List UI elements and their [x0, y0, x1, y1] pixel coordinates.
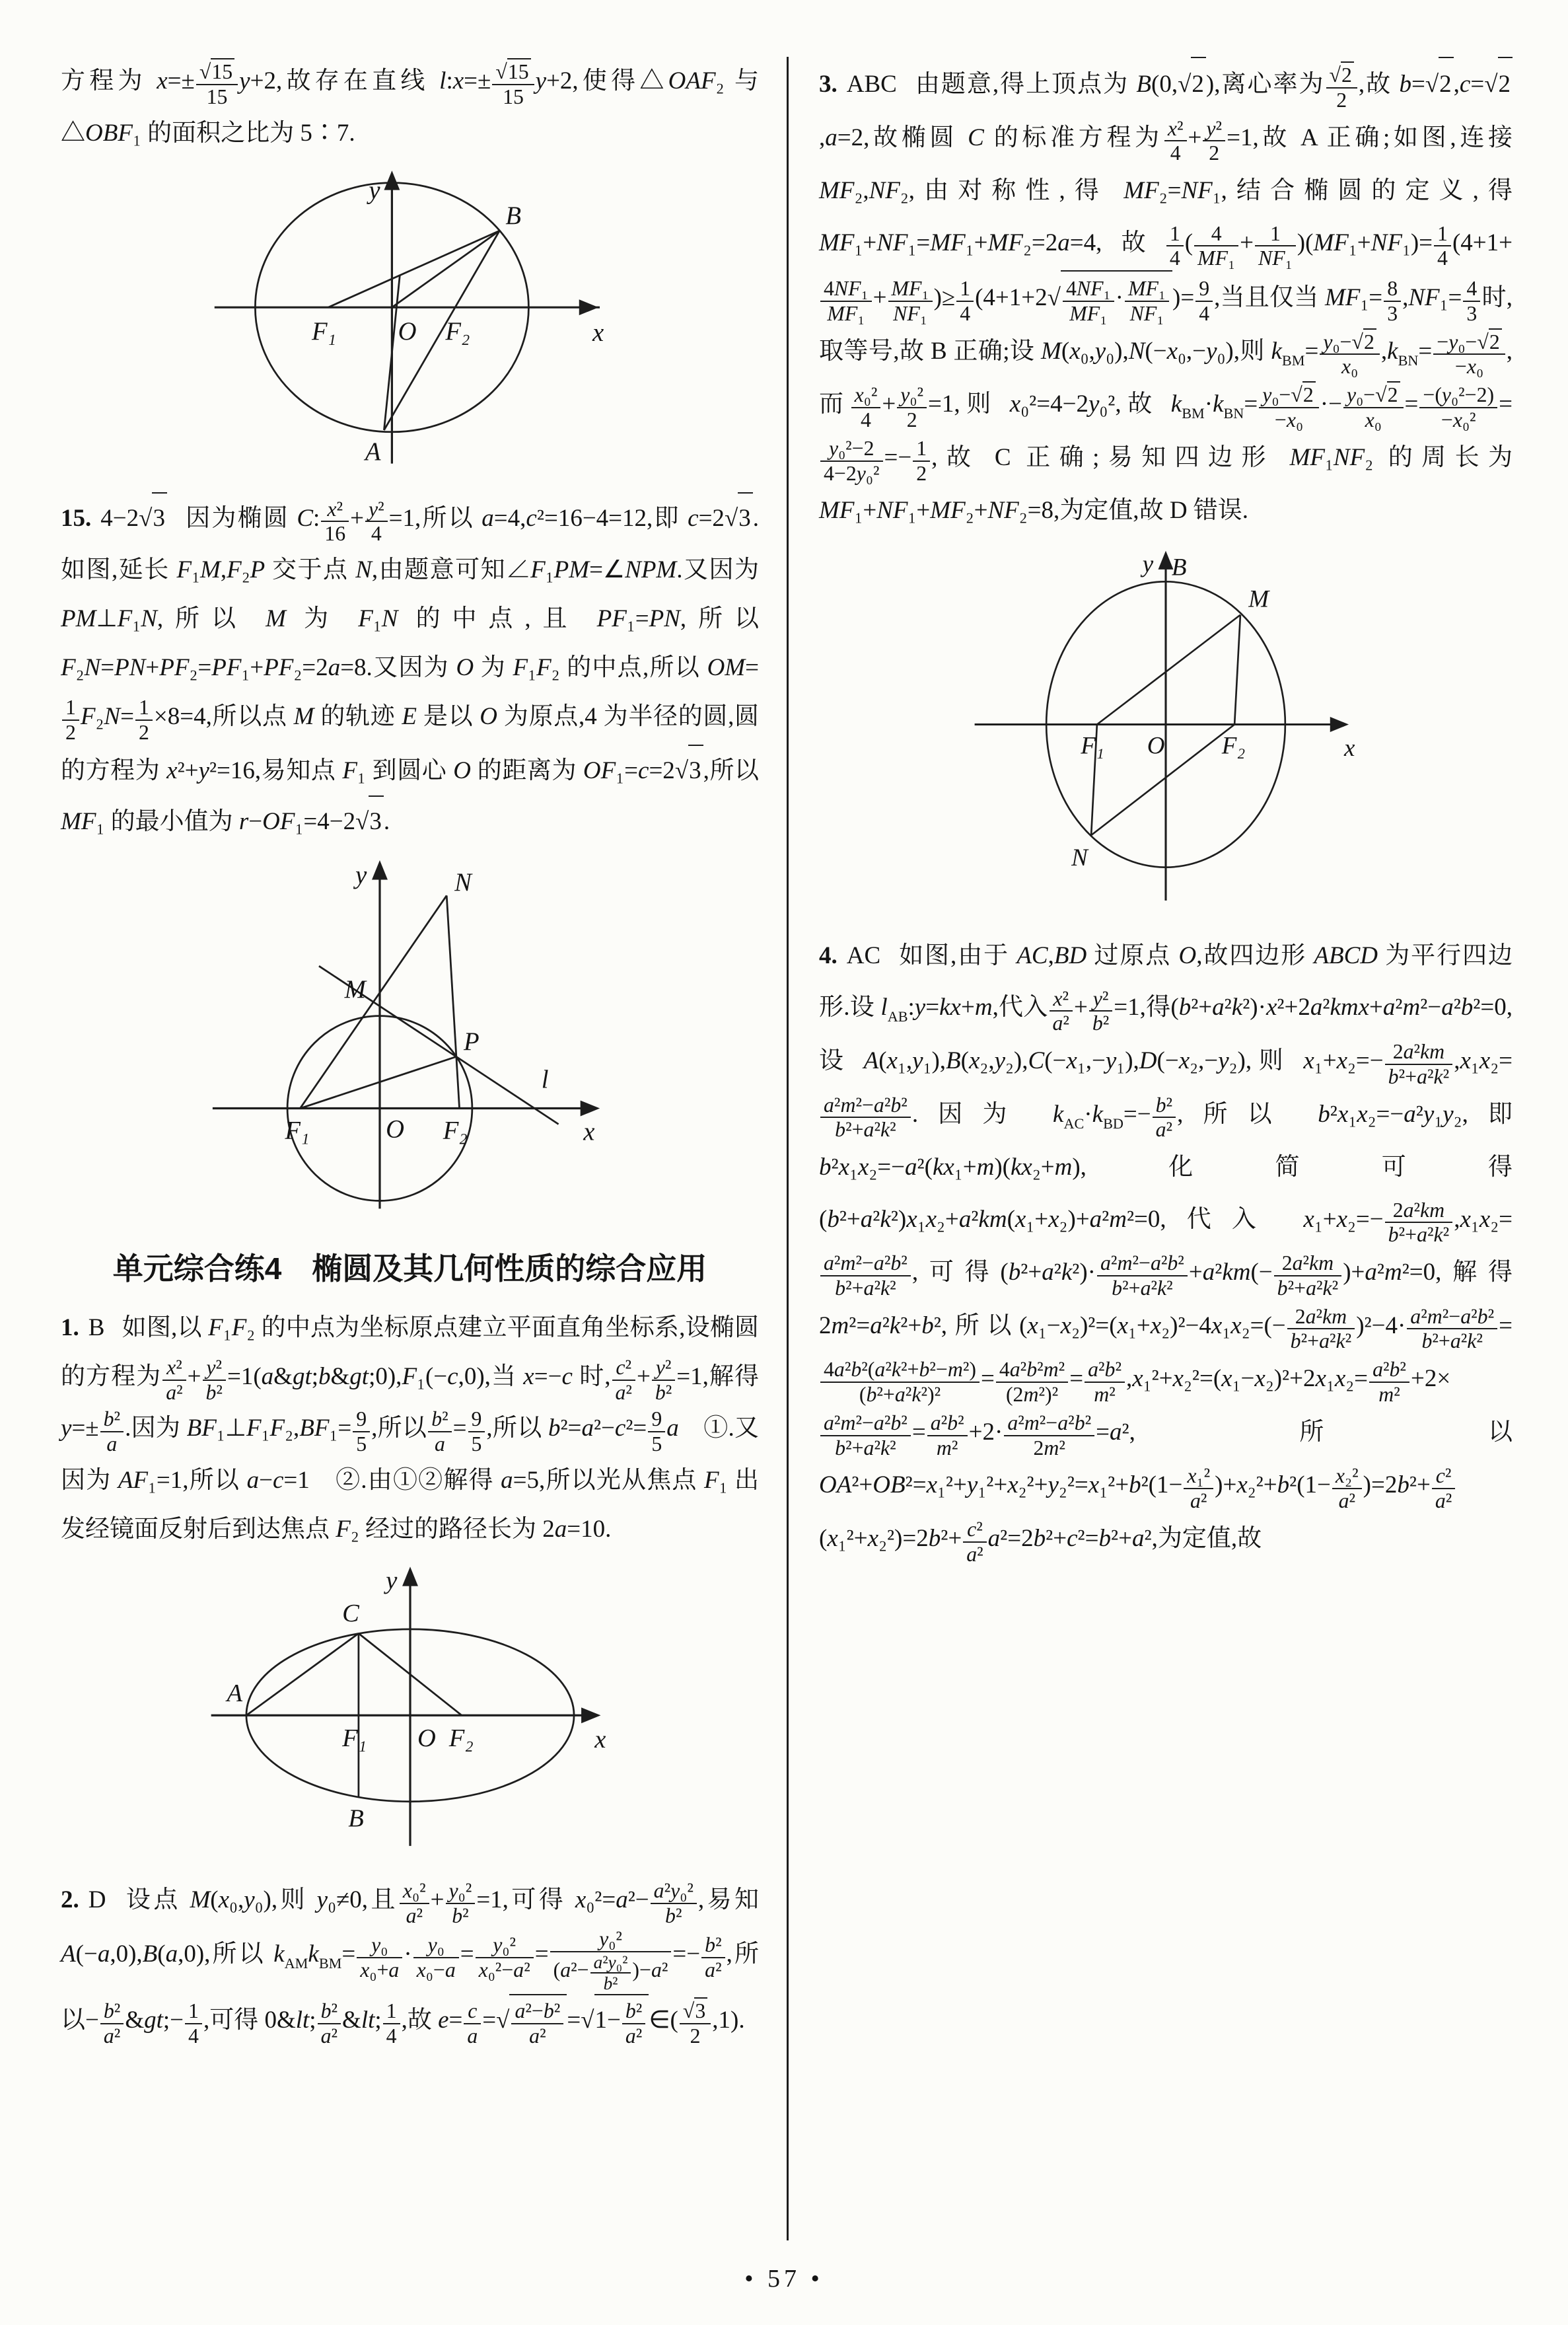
solution-1-text: 如图,以 F₁F₂ 的中点为坐标原点建立平面直角坐标系,设椭圆的方程为 $\frac{\text{x²}}{\text{a²}}$ + $\frac{\text{y²}}{\text{b²}}$ =1(a&gt;b&gt;0),F₁(−c,0),当 x=−c 时, $\frac{\text{c²}}{\text{a²}}$ + $\frac{\text{y²}}{\text{b²}}$ =1,解得 y=± $\frac{\text{b²}}{a}$ .因为 BF₁⊥F₁F₂,BF₁= $\frac{9}{5}$ ,所以 $\frac{\text{b²}}{a}$ = $\frac{9}{5}$ ,所以 b²=a²−c²= $\frac{9}{5}$ a ①.又因为 AF₁=1,所以 a−c=1 ②.由①②解得 a=5,所以光从焦点 F₁ 出发经镜面反射后到达焦点 F₂ 经过的路径长为 2a=10.	[61, 1313, 760, 1543]
point-label-O: O	[417, 1724, 436, 1752]
solution-3	[819, 57, 1513, 537]
point-label-P: P	[463, 1027, 480, 1056]
segment-F1P	[300, 1056, 456, 1108]
problem-number: 1.	[61, 1313, 79, 1341]
y-axis-label: y	[1142, 550, 1154, 577]
solution-2	[61, 1876, 759, 2048]
answer-value: 4−2√3	[100, 505, 167, 532]
point-label-O: O	[398, 317, 417, 346]
point-label-O: O	[385, 1115, 404, 1144]
line-label-l: l	[541, 1065, 549, 1093]
y-axis-arrow	[384, 170, 400, 190]
page-footer	[0, 2264, 1568, 2293]
y-axis-label: y	[355, 861, 367, 889]
solution-1	[61, 1304, 759, 1554]
y-axis-label: y	[385, 1566, 397, 1594]
answer-value: AC	[846, 942, 881, 970]
problem-number: 4.	[819, 942, 837, 970]
segment-F1B	[328, 231, 499, 307]
page-number: 57	[767, 2265, 801, 2293]
y-axis-label: y	[368, 176, 380, 205]
point-label-F2: F₂	[1221, 732, 1246, 760]
y-axis-arrow	[402, 1567, 418, 1586]
problem-number: 15.	[61, 504, 92, 532]
segment-AC	[246, 1633, 358, 1715]
x-axis-label: x	[583, 1117, 594, 1146]
solution-4	[819, 930, 1513, 1566]
x-axis-label: x	[592, 318, 604, 347]
unit-heading: 单元综合练4 椭圆及其几何性质的综合应用	[112, 1251, 707, 1286]
ellipse-figure-1	[203, 165, 617, 468]
answer-value: D	[88, 1886, 106, 1913]
footer-dot-right: •	[810, 2265, 824, 2293]
solution-2-text: 设点 M(x₀,y₀),则 y₀≠0,且 $\frac{\text{x₀²}}{\text{a²}}$ + $\frac{\text{y₀²}}{\text{b²}}$ =1,可得 x₀²=a²− $\frac{\text{a²y₀²}}{\text{b²}}$ ,易知 A(−a,0),B(a,0),所以 $k_{AM}k_{BM}=$ $\frac{\text{y₀}}{\text{x₀+a}}$ · $\frac{\text{y₀}}{\text{x₀−a}}$ = $\frac{\text{y₀²}}{\text{x₀²−a²}}$ = y₀² (a²− $\frac{\text{a²y₀²}}{\text{b²}}$ )−a² =− $\frac{\text{b²}}{\text{a²}}$ ,所以− $\frac{\text{b²}}{\text{a²}}$ &gt;− $\frac{1}{4}$ ,可得 0&lt; $\frac{\text{b²}}{\text{a²}}$ &lt; $\frac{1}{4}$ ,故 e= $\frac{c}{a}$ =√ $\frac{\text{a²−b²}}{\text{a²}}$ =√1− $\frac{\text{b²}}{\text{a²}}$ ∈( $\frac{√3}{2}$ ,1).	[61, 1878, 759, 2048]
solution-4-text: 如图,由于 AC,BD 过原点 O,故四边形 ABCD 为平行四边形.设 $l_{AB}:y=kx+m$,代入 $\frac{\text{x²}}{\text{a²}}$ + $\frac{\text{y²}}{\text{b²}}$ =1,得(b²+a²k²)·x²+2a²kmx+a²m²−a²b²=0,设 A(x₁,y₁),B(x₂,y₂),C(−x₁,−y₁),D(−x₂,−y₂),则 x₁+x₂=− $\frac{\text{2a²km}}{\text{b²+a²k²}}$ ,x₁x₂= $\frac{\text{a²m²−a²b²}}{\text{b²+a²k²}}$ .因为 $k_{AC}\cdot k_{BD}=-$ $\frac{\text{b²}}{\text{a²}}$ ,所以 b²x₁x₂=−a²y₁y₂,即 b²x₁x₂=−a²(kx₁+m)(kx₂+m),化简可得(b²+a²k²)x₁x₂+a²km(x₁+x₂)+a²m²=0,代入 x₁+x₂=− $\frac{\text{2a²km}}{\text{b²+a²k²}}$ ,x₁x₂= $\frac{\text{a²m²−a²b²}}{\text{b²+a²k²}}$ ,可得(b²+a²k²)· $\frac{\text{a²m²−a²b²}}{\text{b²+a²k²}}$ +a²km(− $\frac{\text{2a²km}}{\text{b²+a²k²}}$ )+a²m²=0,解得 2m²=a²k²+b²,所以(x₁−x₂)²=(x₁+x₂)²−4x₁x₂=(− $\frac{\text{2a²km}}{\text{b²+a²k²}}$ )²−4· $\frac{\text{a²m²−a²b²}}{\text{b²+a²k²}}$ = $\frac{\text{4a²b²(a²k²+b²−m²)}}{\text{(b²+a²k²)²}}$ = $\frac{\text{4a²b²m²}}{\text{(2m²)²}}$ = $\frac{\text{a²b²}}{\text{m²}}$ ,x₁²+x₂²=(x₁−x₂)²+2x₁x₂= $\frac{\text{a²b²}}{\text{m²}}$ +2× $\frac{\text{a²m²−a²b²}}{\text{b²+a²k²}}$ = $\frac{\text{a²b²}}{\text{m²}}$ +2· $\frac{\text{a²m²−a²b²}}{\text{2m²}}$ =a²,所以 OA²+OB²=x₁²+y₁²+x₂²+y₂²=x₁²+b²(1− $\frac{\text{x₁²}}{\text{a²}}$ )+x₂²+b²(1− $\frac{\text{x₂²}}{\text{a²}}$ )=2b²+ $\frac{\text{c²}}{\text{a²}}$ (x₁²+x₂²)=2b²+ $\frac{\text{c²}}{\text{a²}}$ a²=2b²+c²=b²+a²,为定值,故	[819, 942, 1513, 1566]
point-label-B: B	[1171, 554, 1187, 581]
point-label-M: M	[1248, 585, 1269, 612]
point-label-F2: F₂	[443, 1117, 468, 1145]
solution-3-text: 由题意,得上顶点为 B(0,√2),离心率为 $\frac{√2}{2}$ ,故 b=√2,c=√2,a=2,故椭圆 C 的标准方程为 $\frac{\text{x²}}{4}$ + $\frac{\text{y²}}{2}$ =1,故 A 正确;如图,连接 MF₂,NF₂,由对称性,得 MF₂=NF₁,结合椭圆的定义,得 MF₁+NF₁=MF₁+MF₂=2a=4,故 $\frac{1}{4}$ ( $\frac{4}{\text{MF₁}}$ + $\frac{1}{\text{NF₁}}$ )(MF₁+NF₁)= $\frac{1}{4}$ (4+1+ $\frac{\text{4NF₁}}{\text{MF₁}}$ + $\frac{\text{MF₁}}{\text{NF₁}}$ )≥ $\frac{1}{4}$ (4+1+2√ $\frac{\text{4NF₁}}{\text{MF₁}}$ · $\frac{\text{MF₁}}{\text{NF₁}}$ )= $\frac{9}{4}$ ,当且仅当 MF₁= $\frac{8}{3}$ ,NF₁= $\frac{4}{3}$ 时,取等号,故 B 正确;设 M(x₀,y₀),N(−x₀,−y₀),则 $k_{BM}=$ $\frac{\text{y₀−√2}}{\text{x₀}}$ $,k_{BN}=$ $\frac{\text{−y₀−√2}}{\text{−x₀}}$ ,而 $\frac{\text{x₀²}}{4}$ + $\frac{\text{y₀²}}{2}$ =1,则 x₀²=4−2y₀²,故 $k_{BM}\cdot k_{BN}=$ $\frac{\text{y₀−√2}}{\text{−x₀}}$ ·− $\frac{\text{y₀−√2}}{\text{x₀}}$ = $\frac{\text{−(y₀²−2)}}{\text{−x₀²}}$ = $\frac{\text{y₀²−2}}{\text{4−2y₀²}}$ =− $\frac{1}{2}$ ,故 C 正确;易知四边形 MF₁NF₂ 的周长为 MF₁+NF₁+MF₂+NF₂=8,为定值,故 D 错误.	[819, 71, 1513, 524]
figure-ellipse-oaf2-obf1	[61, 165, 759, 486]
point-label-A: A	[227, 1679, 242, 1707]
circle-figure-15	[203, 853, 617, 1212]
point-label-F1: F₁	[311, 317, 336, 346]
figure-ellipse-reflection	[61, 1561, 759, 1869]
x-axis-arrow	[1330, 717, 1349, 732]
right-column	[787, 57, 1513, 2240]
problem-number: 2.	[61, 1886, 79, 1913]
point-label-F1: F₁	[284, 1117, 309, 1145]
x-axis-arrow	[579, 299, 598, 315]
point-label-F2: F₂	[445, 317, 470, 346]
y-axis-arrow	[372, 860, 388, 879]
segment-F2M	[1234, 614, 1240, 724]
answer-value: ABC	[846, 71, 897, 98]
x-axis-label: x	[1343, 734, 1355, 762]
answer-value: B	[88, 1313, 105, 1341]
figure-circle-tangent	[61, 853, 759, 1229]
two-column-layout	[61, 57, 1513, 2240]
point-label-A: A	[365, 437, 381, 466]
solution-15	[61, 492, 759, 846]
segment-MF1	[1097, 614, 1240, 724]
point-label-B: B	[505, 202, 521, 230]
point-label-O: O	[1147, 732, 1165, 760]
segment-OB	[392, 231, 499, 307]
point-label-C: C	[341, 1599, 359, 1627]
left-column	[61, 57, 787, 2240]
point-label-N: N	[1071, 844, 1088, 871]
ellipse-figure-p3	[968, 544, 1364, 905]
problem-number: 3.	[819, 71, 837, 98]
point-label-B: B	[347, 1804, 364, 1833]
footer-dot-left: •	[744, 2265, 758, 2293]
solution-continuation-text: 方程为 x=± $\frac{√15}{15}$ y+2,故存在直线 l:x=± $\frac{√15}{15}$ y+2,使得△OAF₂ 与△OBF₁ 的面积之比为 5∶7.	[61, 67, 759, 147]
x-axis-arrow	[581, 1707, 600, 1723]
point-label-N: N	[454, 868, 472, 897]
figure-ellipse-parallelogram	[819, 544, 1513, 924]
x-axis-label: x	[594, 1725, 606, 1753]
ellipse-figure-p1	[203, 1561, 617, 1852]
point-label-M: M	[344, 975, 366, 1004]
solution-continuation	[61, 57, 759, 158]
x-axis-arrow	[580, 1100, 599, 1116]
point-label-F1: F₁	[1081, 732, 1104, 760]
point-label-F2: F₂	[448, 1724, 474, 1752]
solution-15-text: 因为椭圆 C: $\frac{\text{x²}}{16}$ + $\frac{\text{y²}}{4}$ =1,所以 a=4,c²=16−4=12,即 c=2√3.如图,延长 F₁M,F₂P 交于点 N,由题意可知∠F₁PM=∠NPM.又因为 PM⊥F₁N,所以 M 为 F₁N 的中点,且 PF₁=PN,所以 F₂N=PN+PF₂=PF₁+PF₂=2a=8.又因为 O 为 F₁F₂ 的中点,所以 OM= $\frac{1}{2}$ F₂N= $\frac{1}{2}$ ×8=4,所以点 M 的轨迹 E 是以 O 为原点,4 为半径的圆,圆的方程为 x²+y²=16,易知点 F₁ 到圆心 O 的距离为 OF₁=c=2√3,所以 MF₁ 的最小值为 r−OF₁=4−2√3.	[61, 505, 759, 835]
point-label-F1: F₁	[341, 1724, 367, 1752]
segment-NF2	[446, 895, 459, 1108]
